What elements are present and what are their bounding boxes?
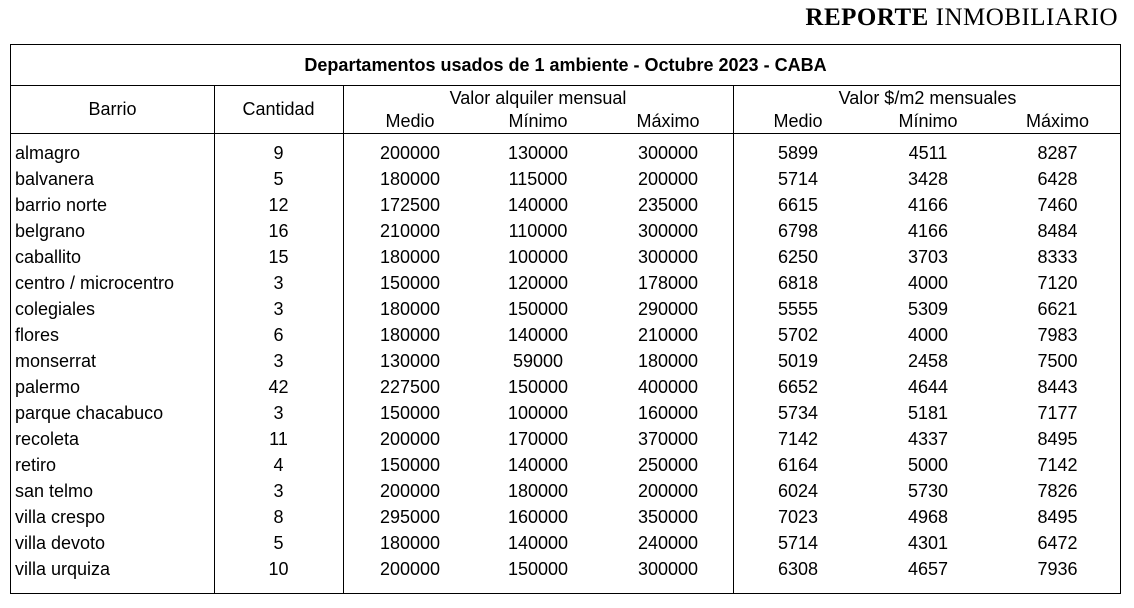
cell-m2-minimo: 4166 [907,221,949,241]
cell-m2-maximo: 8287 [1037,143,1078,163]
cell-cantidad: 3 [273,299,284,319]
cell-m2-minimo: 5309 [907,299,949,319]
cell-m2-maximo: 7500 [1037,351,1078,371]
cell-rent-medio: 200000 [379,429,441,449]
brand-logo [805,4,1118,32]
cell-barrio: retiro [15,455,57,475]
cell-cantidad: 10 [268,559,289,579]
cell-rent-minimo: 115000 [508,169,568,189]
cell-rent-maximo: 300000 [637,559,699,579]
cell-m2-maximo: 6472 [1037,533,1078,553]
header-m2-maximo: Máximo [1025,111,1089,131]
table-row [11,322,1120,348]
cell-barrio: parque chacabuco [15,403,164,423]
cell-rent-maximo: 300000 [637,143,699,163]
table-row [11,504,1120,530]
cell-m2-medio: 7142 [777,429,819,449]
cell-m2-maximo: 8443 [1037,377,1078,397]
cell-m2-minimo: 4166 [907,195,949,215]
table-row [11,244,1120,270]
header-rent-minimo: Mínimo [508,111,568,131]
cell-rent-maximo: 370000 [637,429,699,449]
table-row [11,140,1120,166]
cell-m2-maximo: 8495 [1037,507,1078,527]
cell-m2-maximo: 8495 [1037,429,1078,449]
cell-m2-minimo: 5000 [907,455,949,475]
cell-rent-maximo: 290000 [637,299,699,319]
cell-m2-maximo: 7120 [1037,273,1078,293]
header-m2-medio: Medio [773,111,823,131]
table-body [11,140,1120,582]
cell-rent-maximo: 178000 [637,273,699,293]
cell-rent-minimo: 140000 [507,195,569,215]
cell-m2-maximo: 7142 [1037,455,1078,475]
cell-m2-medio: 5019 [777,351,819,371]
header-rent-medio: Medio [385,111,435,131]
cell-barrio: almagro [15,143,81,163]
cell-m2-minimo: 4000 [907,273,949,293]
table-row [11,400,1120,426]
cell-barrio: villa urquiza [15,559,111,579]
cell-m2-maximo: 6621 [1037,299,1078,319]
cell-barrio: caballito [15,247,82,267]
cell-rent-medio: 180000 [379,299,441,319]
table-row [11,218,1120,244]
cell-cantidad: 16 [268,221,289,241]
table-row [11,270,1120,296]
cell-barrio: palermo [15,377,81,397]
cell-barrio: flores [15,325,60,345]
cell-barrio: belgrano [15,221,86,241]
cell-barrio: colegiales [15,299,96,319]
cell-rent-medio: 200000 [379,481,441,501]
header-group-rent: Valor alquiler mensual [449,88,627,108]
cell-m2-medio: 6164 [777,455,819,475]
cell-m2-medio: 6308 [777,559,819,579]
cell-rent-minimo: 160000 [507,507,569,527]
table-row [11,374,1120,400]
cell-m2-medio: 5714 [777,169,819,189]
cell-rent-maximo: 160000 [637,403,699,423]
cell-rent-minimo: 150000 [507,377,569,397]
cell-cantidad: 3 [273,273,284,293]
cell-barrio: villa crespo [15,507,106,527]
cell-rent-minimo: 170000 [507,429,569,449]
cell-rent-minimo: 110000 [508,221,568,241]
table-row [11,192,1120,218]
cell-barrio: san telmo [15,481,94,501]
cell-cantidad: 5 [273,533,284,553]
cell-m2-maximo: 7936 [1037,559,1078,579]
cell-cantidad: 6 [273,325,284,345]
cell-rent-medio: 200000 [379,559,441,579]
cell-m2-maximo: 7460 [1037,195,1078,215]
cell-m2-minimo: 5181 [907,403,949,423]
cell-m2-maximo: 6428 [1037,169,1078,189]
cell-rent-minimo: 150000 [507,299,569,319]
cell-m2-minimo: 3428 [907,169,949,189]
cell-rent-maximo: 200000 [637,169,699,189]
cell-rent-maximo: 200000 [637,481,699,501]
header-rent-maximo: Máximo [636,111,700,131]
report-table [10,44,1121,594]
header-m2-minimo: Mínimo [898,111,958,131]
cell-rent-maximo: 235000 [637,195,699,215]
cell-m2-medio: 6615 [777,195,819,215]
cell-rent-minimo: 100000 [507,247,569,267]
cell-rent-maximo: 180000 [637,351,699,371]
cell-cantidad: 12 [268,195,289,215]
cell-cantidad: 5 [273,169,284,189]
cell-rent-maximo: 240000 [637,533,699,553]
cell-rent-medio: 150000 [379,273,441,293]
cell-cantidad: 3 [273,481,284,501]
cell-m2-minimo: 5730 [907,481,949,501]
cell-barrio: barrio norte [15,195,108,215]
cell-rent-maximo: 300000 [637,221,699,241]
cell-m2-maximo: 7826 [1037,481,1078,501]
cell-barrio: villa devoto [15,533,106,553]
table-row [11,478,1120,504]
cell-rent-minimo: 130000 [507,143,569,163]
cell-rent-minimo: 100000 [507,403,569,423]
table-row [11,348,1120,374]
cell-cantidad: 3 [273,403,284,423]
cell-rent-medio: 150000 [379,455,441,475]
cell-rent-minimo: 140000 [507,325,569,345]
cell-m2-minimo: 4337 [907,429,949,449]
cell-m2-medio: 6818 [777,273,819,293]
cell-cantidad: 9 [273,143,284,163]
cell-m2-medio: 7023 [777,507,819,527]
cell-rent-maximo: 350000 [637,507,699,527]
table-row [11,556,1120,582]
table-title: Departamentos usados de 1 ambiente - Octubre 2023 - CABA [11,45,1120,86]
cell-rent-minimo: 140000 [507,455,569,475]
cell-rent-medio: 180000 [379,169,441,189]
cell-m2-medio: 6024 [777,481,819,501]
cell-m2-medio: 5899 [777,143,819,163]
cell-rent-minimo: 140000 [507,533,569,553]
cell-m2-medio: 5714 [777,533,819,553]
cell-rent-medio: 180000 [379,247,441,267]
table-row [11,530,1120,556]
cell-cantidad: 42 [268,377,289,397]
cell-m2-medio: 5734 [777,403,819,423]
cell-m2-maximo: 7983 [1037,325,1078,345]
cell-m2-maximo: 8484 [1037,221,1078,241]
cell-rent-minimo: 150000 [507,559,569,579]
cell-m2-medio: 6250 [777,247,819,267]
cell-rent-minimo: 59000 [512,351,564,371]
cell-rent-maximo: 250000 [637,455,699,475]
cell-rent-medio: 295000 [379,507,441,527]
cell-m2-minimo: 4968 [907,507,949,527]
cell-cantidad: 11 [269,429,288,449]
cell-m2-minimo: 4000 [907,325,949,345]
table-row [11,452,1120,478]
cell-rent-minimo: 180000 [507,481,569,501]
cell-m2-minimo: 2458 [907,351,949,371]
table-row [11,166,1120,192]
cell-rent-medio: 227500 [379,377,441,397]
cell-m2-medio: 6652 [777,377,819,397]
header-cantidad: Cantidad [242,98,315,119]
cell-m2-maximo: 8333 [1037,247,1078,267]
cell-rent-minimo: 120000 [507,273,569,293]
cell-m2-medio: 5555 [777,299,819,319]
cell-rent-medio: 130000 [379,351,441,371]
cell-rent-medio: 210000 [379,221,441,241]
cell-rent-maximo: 400000 [637,377,699,397]
cell-m2-medio: 6798 [777,221,819,241]
cell-m2-medio: 5702 [777,325,819,345]
cell-m2-minimo: 3703 [907,247,949,267]
cell-rent-medio: 180000 [379,533,441,553]
cell-m2-minimo: 4301 [907,533,949,553]
cell-rent-medio: 150000 [379,403,441,423]
cell-rent-maximo: 300000 [637,247,699,267]
table-header [11,86,1120,134]
cell-cantidad: 15 [268,247,289,267]
table-row [11,296,1120,322]
header-barrio: Barrio [88,98,137,119]
cell-m2-minimo: 4657 [907,559,949,579]
cell-barrio: balvanera [15,169,95,189]
cell-rent-medio: 180000 [379,325,441,345]
cell-rent-medio: 172500 [379,195,441,215]
header-group-m2: Valor $/m2 mensuales [838,88,1017,108]
cell-cantidad: 8 [273,507,284,527]
table-row [11,426,1120,452]
cell-rent-medio: 200000 [379,143,441,163]
cell-cantidad: 4 [273,455,284,475]
brand-bold-text: REPORTE [805,4,929,31]
cell-m2-maximo: 7177 [1037,403,1078,423]
cell-m2-minimo: 4644 [907,377,949,397]
cell-barrio: centro / microcentro [15,273,175,293]
cell-barrio: recoleta [15,429,80,449]
brand-rest-text: INMOBILIARIO [935,4,1118,31]
cell-rent-maximo: 210000 [637,325,699,345]
cell-m2-minimo: 4511 [908,143,948,163]
cell-cantidad: 3 [273,351,284,371]
cell-barrio: monserrat [15,351,97,371]
